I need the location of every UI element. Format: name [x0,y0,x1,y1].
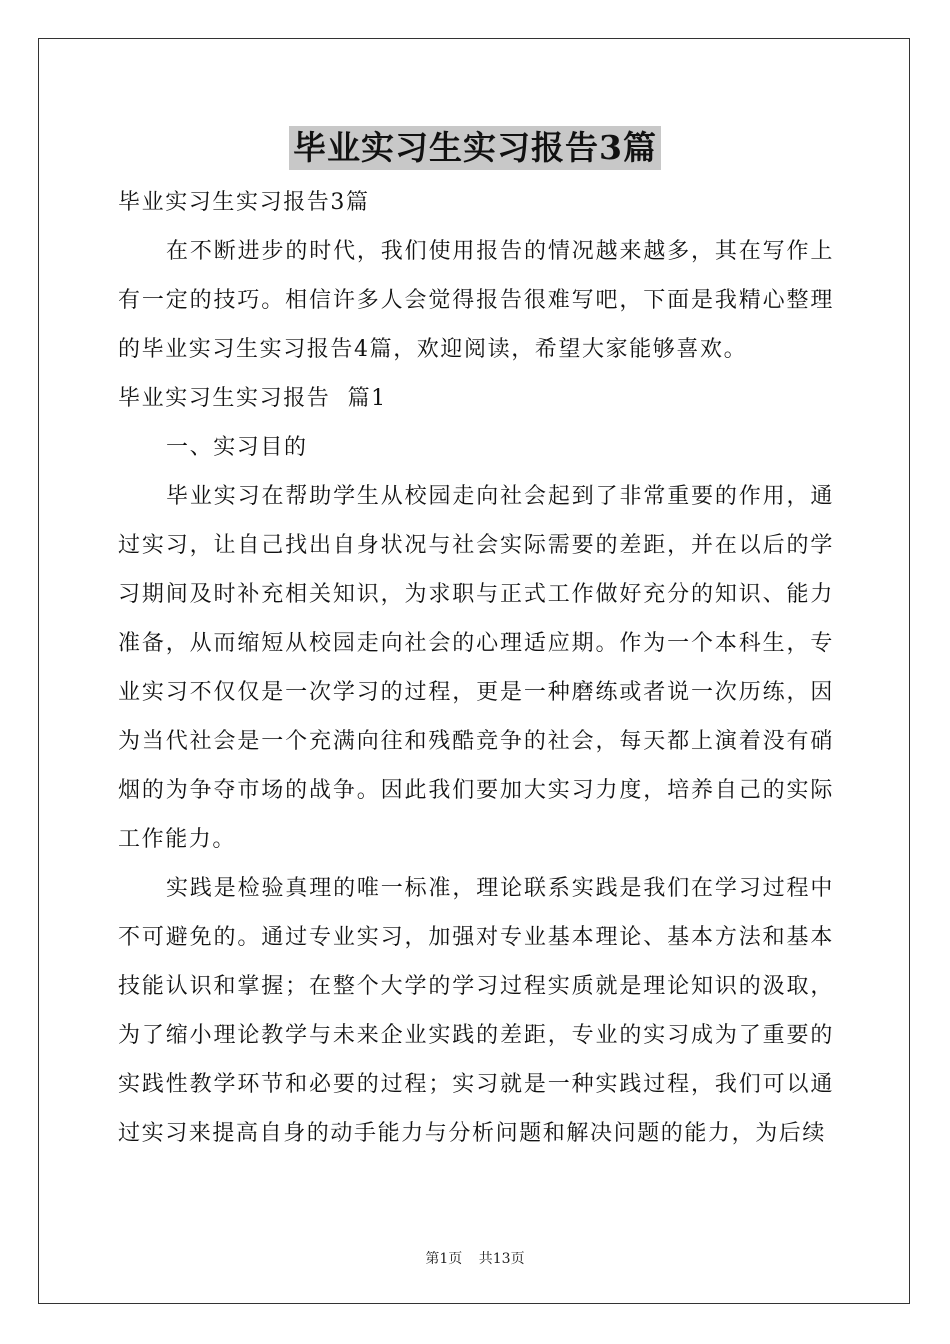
section-subheading: 一、实习目的 [166,435,308,460]
body-paragraph: 毕业实习在帮助学生从校园走向社会起到了非常重要的作用，通过实习，让自己找出自身状况与社会实际需要的差距，并在以后的学习期间及时补充相关知识，为求职与正式工作做好充分的知识、能力准备，从而缩短从校园走向社会的心理适应期。作为一个本科生，专业实习不仅仅是一次学习的过程，更是一种磨练或者说一次历练，因为当代社会是一个充满向往和残酷竞争的社会，每天都上演着没有硝烟的为争夺市场的战争。因此我们要加大实习力度，培养自己的实际工作能力。 [118,484,834,852]
page-footer [0,1248,950,1268]
title-container [0,126,950,170]
body-paragraph: 实践是检验真理的唯一标准，理论联系实践是我们在学习过程中不可避免的。通过专业实习，加强对专业基本理论、基本方法和基本技能认识和掌握；在整个大学的学习过程实质就是理论知识的汲取，为了缩小理论教学与未来企业实践的差距，专业的实习成为了重要的实践性教学环节和必要的过程；实习就是一种实践过程，我们可以通过实习来提高自身的动手能力与分析问题和解决问题的能力，为后续 [118,876,834,1146]
document-body [118,178,834,1158]
intro-paragraph: 在不断进步的时代，我们使用报告的情况越来越多，其在写作上有一定的技巧。相信许多人会觉得报告很难写吧，下面是我精心整理的毕业实习生实习报告4篇，欢迎阅读，希望大家能够喜欢。 [118,239,834,362]
page-number: 第1页 [425,1251,463,1267]
section-heading: 毕业实习生实习报告 篇1 [118,386,387,411]
document-title: 毕业实习生实习报告3篇 [289,126,661,170]
page-total: 共13页 [478,1251,525,1267]
document-subtitle: 毕业实习生实习报告3篇 [118,190,370,215]
